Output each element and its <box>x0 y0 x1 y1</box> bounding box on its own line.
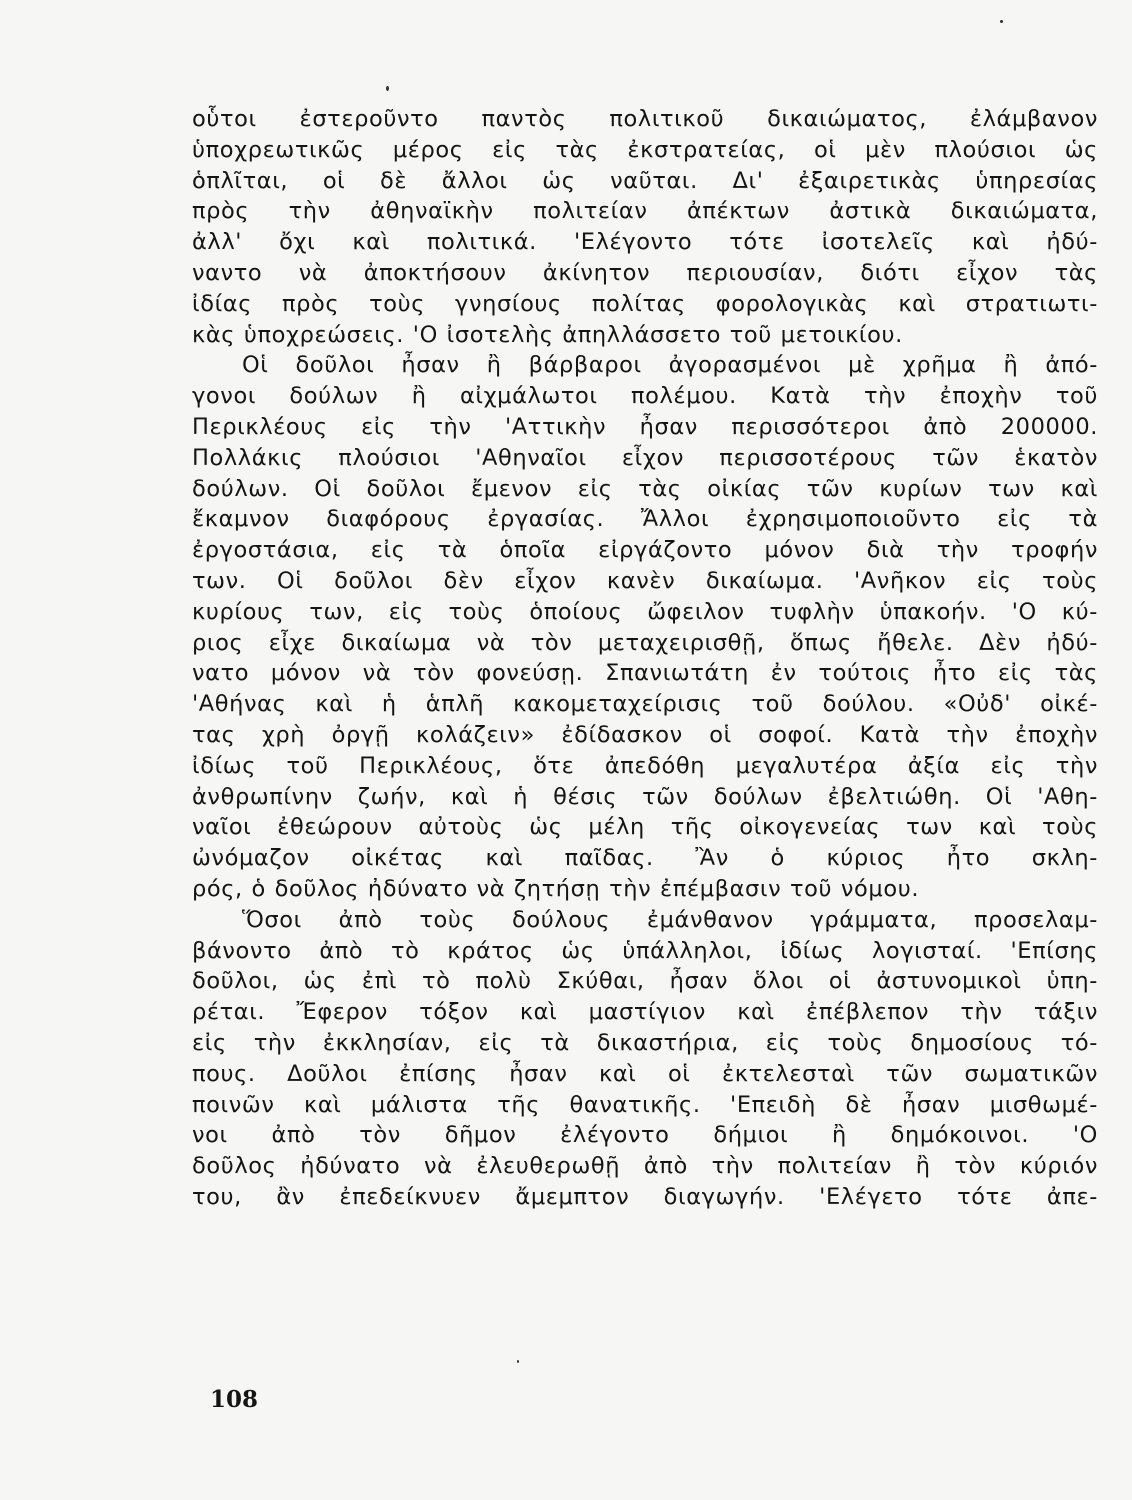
page-number: 108 <box>210 1386 259 1413</box>
text-line: ἰδίας πρὸς τοὺς γνησίους πολίτας φορολογικὰς καὶ στρατιωτι- <box>192 290 1098 317</box>
text-line: Πολλάκις πλούσιοι 'Αθηναῖοι εἶχον περισσοτέρους τῶν ἑκατὸν <box>192 444 1098 471</box>
text-line: ρός, ὁ δοῦλος ἠδύνατο νὰ ζητήσῃ τὴν ἐπέμβασιν τοῦ νόμου. <box>192 875 920 902</box>
text-line: νοι ἀπὸ τὸν δῆμον ἐλέγοντο δήμιοι ἢ δημόκοινοι. 'Ο <box>192 1122 1098 1149</box>
text-line: του, ἂν ἐπεδείκνυεν ἄμεμπτον διαγωγήν. 'Ελέγετο τότε ἀπε- <box>192 1183 1098 1210</box>
text-line: ἀνθρωπίνην ζωήν, καὶ ἡ θέσις τῶν δούλων ἐβελτιώθη. Οἱ 'Αθη- <box>192 783 1098 810</box>
text-line: ποινῶν καὶ μάλιστα τῆς θανατικῆς. 'Επειδὴ δὲ ἦσαν μισθωμέ- <box>192 1091 1098 1118</box>
ink-speck <box>1000 20 1003 23</box>
text-line: Περικλέους εἰς τὴν 'Αττικὴν ἦσαν περισσότεροι ἀπὸ 200000. <box>192 413 1098 440</box>
text-line: οὗτοι ἐστεροῦντο παντὸς πολιτικοῦ δικαιώματος, ἐλάμβανον <box>192 106 1098 132</box>
text-line: τας χρὴ ὀργῇ κολάζειν» ἐδίδασκον οἱ σοφοί. Κατὰ τὴν ἐποχὴν <box>192 721 1098 748</box>
text-line: ρέται. Ἔφερον τόξον καὶ μαστίγιον καὶ ἐπέβλεπον τὴν τάξιν <box>192 999 1098 1026</box>
text-line: πρὸς τὴν ἀθηναϊκὴν πολιτείαν ἀπέκτων ἀστικὰ δικαιώματα, <box>192 198 1098 225</box>
text-line: ὁπλῖται, οἱ δὲ ἄλλοι ὡς ναῦται. Δι' ἐξαιρετικὰς ὑπηρεσίας <box>192 167 1098 194</box>
text-line: βάνοντο ἀπὸ τὸ κράτος ὡς ὑπάλληλοι, ἰδίως λογισταί. 'Επίσης <box>192 937 1098 964</box>
text-line: δοῦλος ἠδύνατο νὰ ἐλευθερωθῇ ἀπὸ τὴν πολιτείαν ἢ τὸν κύριόν <box>192 1153 1098 1180</box>
text-line: ἔκαμνον διαφόρους ἐργασίας. Ἄλλοι ἐχρησιμοποιοῦντο εἰς τὰ <box>192 506 1098 533</box>
text-line: γονοι δούλων ἢ αἰχμάλωτοι πολέμου. Κατὰ τὴν ἐποχὴν τοῦ <box>192 383 1098 410</box>
text-line: ὑποχρεωτικῶς μέρος εἰς τὰς ἐκστρατείας, οἱ μὲν πλούσιοι ὡς <box>192 136 1098 163</box>
text-line: Ὅσοι ἀπὸ τοὺς δούλους ἐμάνθανον γράμματα, προσελαμ- <box>242 906 1098 933</box>
text-line: των. Οἱ δοῦλοι δὲν εἶχον κανὲν δικαίωμα. 'Ανῆκον εἰς τοὺς <box>192 567 1098 594</box>
text-line: ἰδίως τοῦ Περικλέους, ὅτε ἀπεδόθη μεγαλυτέρα ἀξία εἰς τὴν <box>192 752 1098 779</box>
text-line: δούλων. Οἱ δοῦλοι ἔμενον εἰς τὰς οἰκίας τῶν κυρίων των καὶ <box>192 475 1098 502</box>
text-line: Οἱ δοῦλοι ἦσαν ἢ βάρβαροι ἀγορασμένοι μὲ χρῆμα ἢ ἀπό- <box>242 352 1098 379</box>
text-line: πους. Δοῦλοι ἐπίσης ἦσαν καὶ οἱ ἐκτελεσταὶ τῶν σωματικῶν <box>192 1060 1098 1087</box>
text-line: δοῦλοι, ὡς ἐπὶ τὸ πολὺ Σκύθαι, ἦσαν ὅλοι οἱ ἀστυνομικοὶ ὑπη- <box>192 968 1098 995</box>
text-line: εἰς τὴν ἐκκλησίαν, εἰς τὰ δικαστήρια, εἰς τοὺς δημοσίους τό- <box>192 1029 1098 1056</box>
text-line: νατο μόνον νὰ τὸν φονεύσῃ. Σπανιωτάτη ἐν τούτοις ἦτο εἰς τὰς <box>192 660 1098 687</box>
text-line: ἐργοστάσια, εἰς τὰ ὁποῖα εἰργάζοντο μόνον διὰ τὴν τροφήν <box>192 537 1098 564</box>
text-line: ὠνόμαζον οἰκέτας καὶ παῖδας. Ἂν ὁ κύριος ἦτο σκλη- <box>192 845 1098 872</box>
body-text <box>192 104 1098 1213</box>
text-line: 'Αθήνας καὶ ἡ ἁπλῆ κακομεταχείρισις τοῦ δούλου. «Οὐδ' οἰκέ- <box>192 691 1098 718</box>
text-line: ναῖοι ἐθεώρουν αὐτοὺς ὡς μέλη τῆς οἰκογενείας των καὶ τοὺς <box>192 814 1098 841</box>
text-line: ναντο νὰ ἀποκτήσουν ἀκίνητον περιουσίαν, διότι εἶχον τὰς <box>192 259 1098 286</box>
ink-speck <box>517 1360 519 1363</box>
text-line: κὰς ὑποχρεώσεις. 'Ο ἰσοτελὴς ἀπηλλάσσετο τοῦ μετοικίου. <box>192 321 903 348</box>
text-line: ριος εἶχε δικαίωμα νὰ τὸν μεταχειρισθῇ, ὅπως ἤθελε. Δὲν ἠδύ- <box>192 629 1098 656</box>
ink-speck <box>386 86 389 91</box>
text-line: ἀλλ' ὄχι καὶ πολιτικά. 'Ελέγοντο τότε ἰσοτελεῖς καὶ ἠδύ- <box>192 229 1098 256</box>
text-line: κυρίους των, εἰς τοὺς ὁποίους ὤφειλον τυφλὴν ὑπακοήν. 'Ο κύ- <box>192 598 1098 625</box>
